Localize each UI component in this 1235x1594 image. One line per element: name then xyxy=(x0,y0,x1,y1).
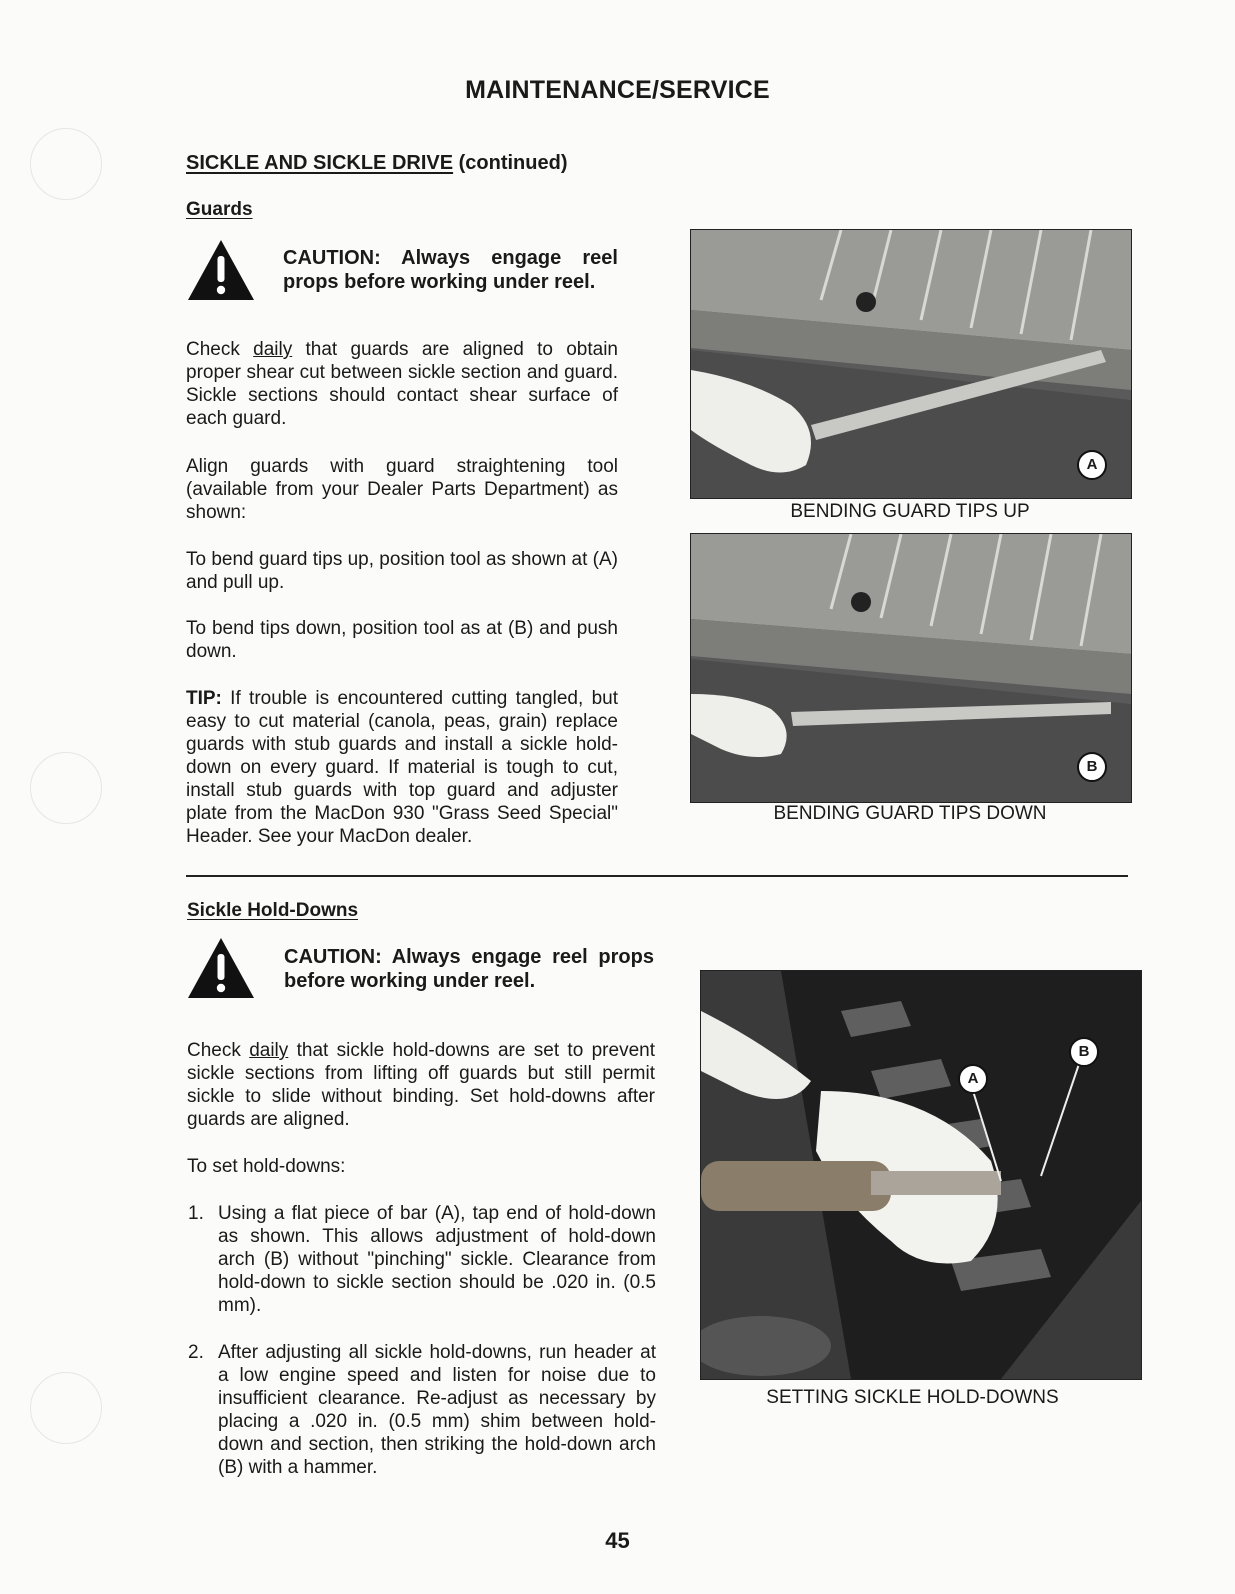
photo2-caption: BENDING GUARD TIPS DOWN xyxy=(773,803,1047,824)
guards-paragraph-bend-up: To bend guard tips up, position tool as shown at (A) and pull up. xyxy=(186,549,618,593)
guards-paragraph-bend-down: To bend tips down, position tool as at (B) and push down. xyxy=(186,618,618,662)
section-title xyxy=(186,152,568,175)
guards-paragraph-align: Align guards with guard straightening tool (available from your Dealer Parts Department) as shown: xyxy=(186,456,618,523)
warning-icon xyxy=(186,936,256,1000)
step-2-text: After adjusting all sickle hold-downs, run header at a low engine speed and listen for noise due to insufficient clearance. Re-adjust as necessary by placing a .020 in. (0.5 mm) shim between hold-down and section, then striking the hold-down arch (B) with a hammer. xyxy=(218,1342,656,1478)
binder-hole-middle xyxy=(30,752,102,824)
tip-label: TIP: xyxy=(186,688,222,709)
section-title-text: SICKLE AND SICKLE DRIVE xyxy=(186,152,454,174)
photo-bending-up-illustration xyxy=(691,230,1131,498)
warning-icon xyxy=(186,238,256,302)
holddowns-p1-daily: daily xyxy=(249,1040,289,1061)
step-1-number: 1. xyxy=(188,1203,204,1224)
photo1-callout-a: A xyxy=(1077,450,1107,480)
photo-bending-down-illustration xyxy=(691,534,1131,802)
guards-p1-post: that guards are aligned to obtain proper shear cut between sickle section and guard. Sickle sections should contact shear surface of each guard. xyxy=(186,339,619,429)
photo3-callout-a: A xyxy=(958,1064,988,1094)
photo2-callout-b: B xyxy=(1077,752,1107,782)
photo-bending-guard-tips-up xyxy=(690,229,1132,499)
page-number: 45 xyxy=(605,1528,630,1553)
holddowns-p1-pre: Check xyxy=(187,1040,250,1061)
holddowns-caution-text: CAUTION: Always engage reel props before working under reel. xyxy=(284,946,654,992)
section-divider xyxy=(186,875,1128,877)
holddowns-paragraph-intro: To set hold-downs: xyxy=(187,1156,346,1177)
guards-caution-text: CAUTION: Always engage reel props before working under reel. xyxy=(283,247,618,293)
photo3-caption: SETTING SICKLE HOLD-DOWNS xyxy=(766,1387,1059,1408)
guards-heading: Guards xyxy=(186,199,253,220)
holddowns-step-1 xyxy=(186,1202,656,1320)
photo1-caption: BENDING GUARD TIPS UP xyxy=(790,501,1030,522)
guards-p1-daily: daily xyxy=(253,339,293,360)
photo3-callout-b: B xyxy=(1069,1037,1099,1067)
guards-paragraph-check xyxy=(186,338,618,430)
guards-p1-pre: Check xyxy=(186,339,254,360)
photo-bending-guard-tips-down xyxy=(690,533,1132,803)
binder-hole-top xyxy=(30,128,102,200)
holddowns-step-2 xyxy=(186,1341,656,1481)
binder-hole-bottom xyxy=(30,1372,102,1444)
holddowns-p1-post: that sickle hold-downs are set to prevent sickle sections from lifting off guards but still permit sickle to slide without binding. Set hold-downs after guards are aligned. xyxy=(187,1040,655,1130)
photo-setting-sickle-hold-downs xyxy=(700,970,1142,1380)
photo-hold-downs-illustration xyxy=(701,971,1141,1379)
page-header: MAINTENANCE/SERVICE xyxy=(465,76,770,104)
holddowns-heading: Sickle Hold-Downs xyxy=(187,900,359,921)
section-continued: (continued) xyxy=(458,152,568,174)
guards-tip xyxy=(186,687,618,848)
tip-text: If trouble is encountered cutting tangled, but easy to cut material (canola, peas, grain) replace guards with stub guards and install a sickle hold-down on every guard. If material is tough to cut, install stub guards with top guard and adjuster plate from the MacDon 930 "Grass Seed Special" Header. See your MacDon dealer. xyxy=(186,688,618,847)
holddowns-paragraph-check xyxy=(187,1039,655,1131)
step-2-number: 2. xyxy=(188,1342,204,1363)
step-1-text: Using a flat piece of bar (A), tap end of hold-down as shown. This allows adjustment of hold-down arch (B) without "pinching" sickle. Clearance from hold-down to sickle section should be .020 in. (0.5 mm). xyxy=(218,1203,656,1316)
